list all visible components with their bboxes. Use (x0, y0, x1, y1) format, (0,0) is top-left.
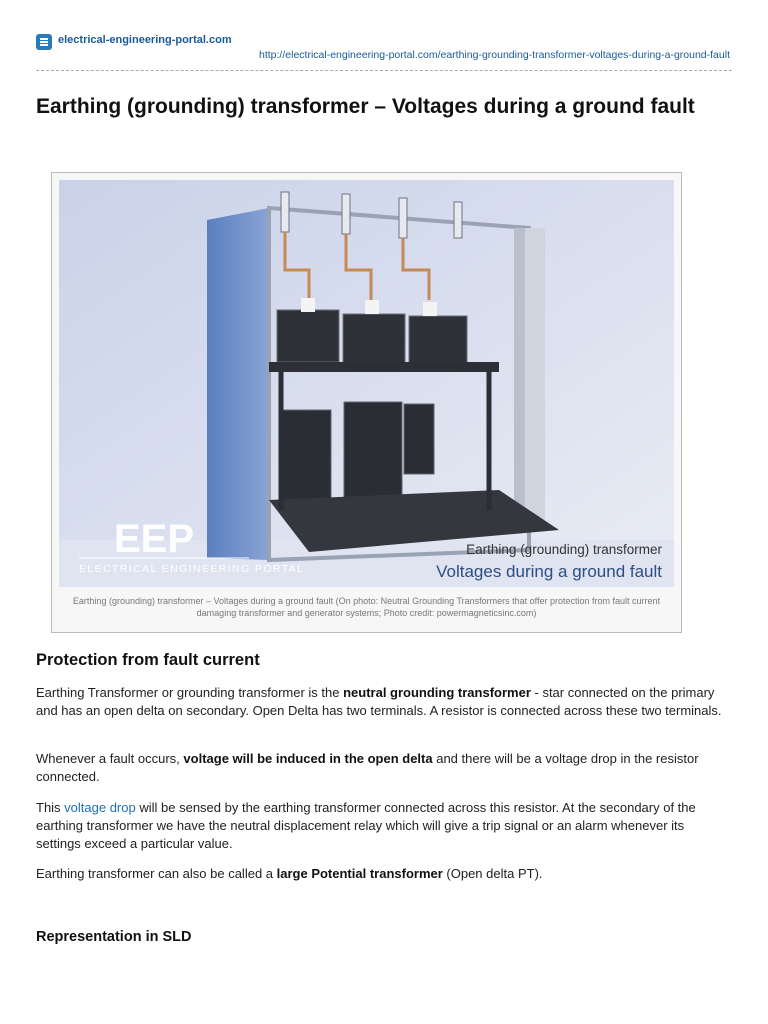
transformer-photo (59, 180, 674, 587)
text-run: - star connected on the primary and has an open delta on secondary. Open Delta has two terminals. A resistor is connected across these two terminals. (36, 685, 722, 718)
section-heading-protection: Protection from fault current (36, 651, 260, 669)
text-run: This (36, 800, 65, 815)
page-header (36, 32, 732, 72)
text-run: Whenever a fault occurs, (36, 751, 184, 766)
text-run: Earthing transformer can also be called a (36, 866, 277, 881)
header-divider (36, 70, 732, 71)
paragraph (36, 865, 732, 883)
article-title: Earthing (grounding) transformer – Voltages during a ground fault (36, 95, 695, 118)
text-run: will be sensed by the earthing transformer connected across this resistor. At the secondary of the earthing transformer we have the neutral displacement relay which will give a trip signal or an alarm whenever its settings exceed a particular value. (36, 800, 696, 851)
paragraph (36, 750, 732, 786)
bold-text: large Potential transformer (276, 866, 443, 881)
text-run: Earthing Transformer or grounding transformer is the (36, 685, 344, 700)
paragraph (36, 799, 732, 853)
bold-text: neutral grounding transformer (343, 685, 531, 700)
text-run: (Open delta PT). (442, 866, 543, 881)
figure (51, 172, 682, 633)
voltage-drop-link[interactable]: voltage drop (64, 800, 136, 815)
eep-logo: EEP (114, 517, 195, 561)
eep-logo-subtitle: ELECTRICAL ENGINEERING PORTAL (79, 563, 305, 575)
section-heading-sld: Representation in SLD (36, 929, 192, 945)
image-overlay-title: Earthing (grounding) transformer (466, 542, 662, 557)
text-run: and there will be a voltage drop in the resistor connected. (36, 751, 699, 784)
image-overlay-subtitle: Voltages during a ground fault (436, 562, 662, 581)
site-name[interactable]: electrical-engineering-portal.com (58, 34, 232, 46)
figure-caption: Earthing (grounding) transformer – Voltages during a ground fault (On photo: Neutral Grounding Transformers that offer protection from fault current damaging transformer and generator systems; Photo credit: powermagneticsinc.com) (72, 596, 661, 618)
document-icon (36, 34, 52, 50)
source-url[interactable]: http://electrical-engineering-portal.com/earthing-grounding-transformer-voltages-during-a-ground-fault (259, 49, 730, 61)
paragraph (36, 684, 732, 720)
bold-text: voltage will be induced in the open delta (183, 751, 433, 766)
